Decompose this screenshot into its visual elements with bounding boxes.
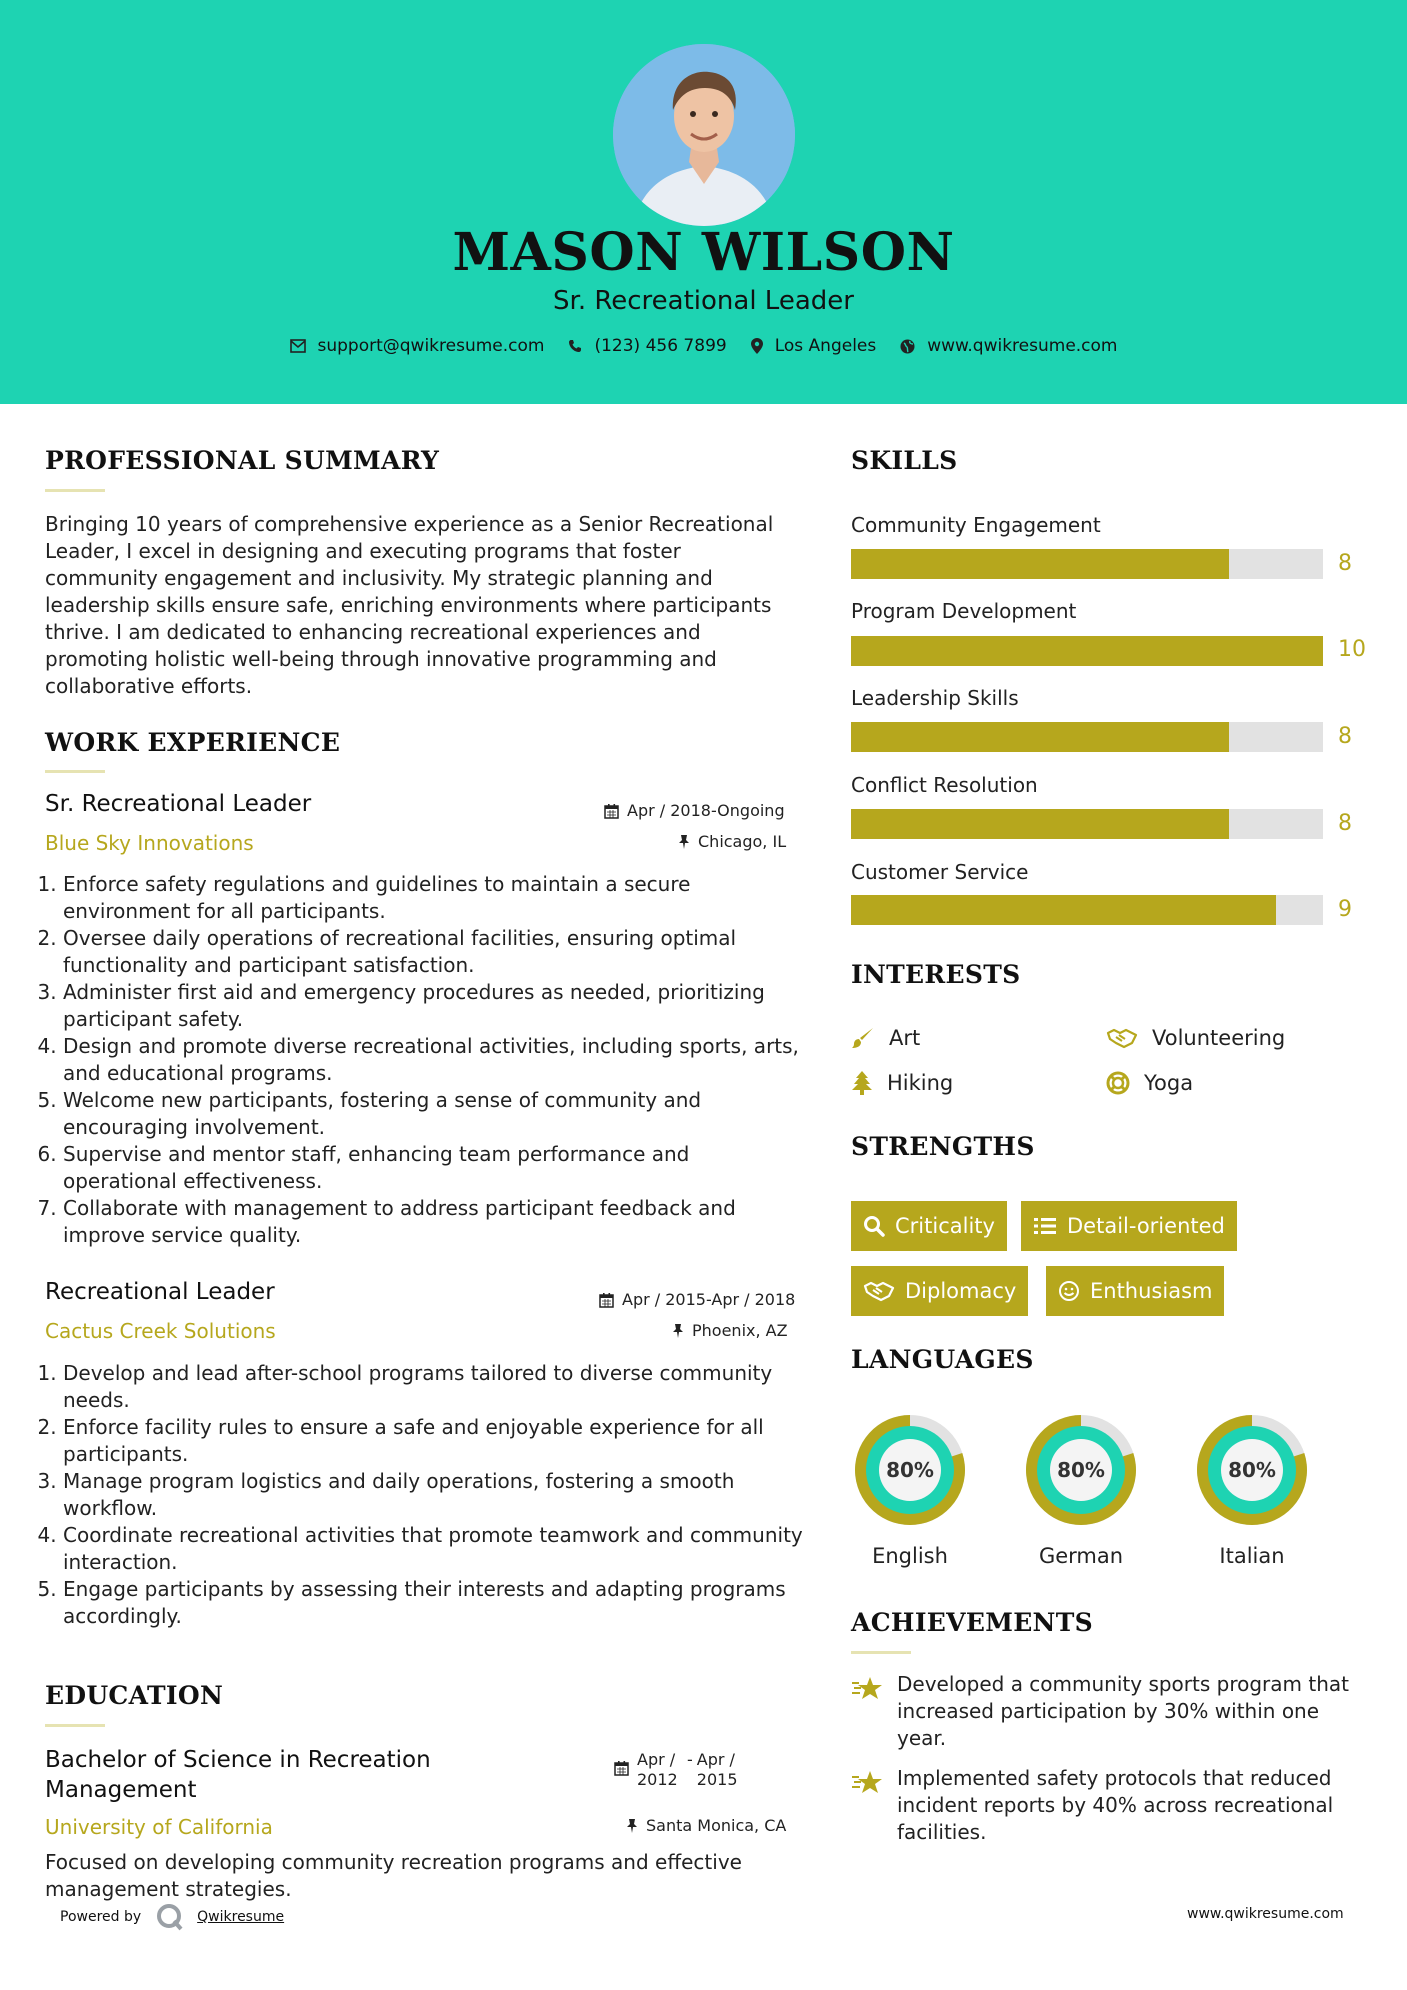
location-text: Los Angeles	[774, 336, 877, 356]
list-item: 3. Manage program logistics and daily operations, fostering a smooth workflow.	[63, 1468, 805, 1522]
job-title: Recreational Leader	[45, 1279, 275, 1305]
contact-bar	[0, 336, 1407, 356]
skill-label: Customer Service	[851, 860, 1029, 884]
interest-label: Volunteering	[1152, 1026, 1286, 1050]
languages-title: LANGUAGES	[851, 1345, 1034, 1374]
language-percent: 80%	[886, 1458, 934, 1482]
job-location-text: Chicago, IL	[698, 832, 787, 851]
achievements-title: ACHIEVEMENTS	[851, 1608, 1093, 1637]
interest-volunteering	[1106, 1026, 1285, 1050]
language-ring	[849, 1409, 971, 1531]
strength-label: Diplomacy	[905, 1279, 1017, 1303]
skill-label: Program Development	[851, 599, 1077, 623]
language-name: Italian	[1219, 1544, 1285, 1568]
search-icon	[863, 1215, 885, 1237]
education-location-text: Santa Monica, CA	[646, 1816, 787, 1835]
strength-badge	[851, 1266, 1028, 1316]
handshake-icon	[863, 1280, 895, 1302]
job-dates	[599, 1290, 795, 1309]
education-location	[626, 1816, 786, 1835]
skill-bar-track	[851, 549, 1323, 579]
qwikresume-logo-icon	[155, 1902, 185, 1932]
skill-value: 8	[1338, 551, 1352, 576]
contact-location	[751, 336, 877, 356]
powered-by	[60, 1902, 284, 1932]
person-portrait-icon	[613, 44, 795, 226]
list-icon	[1033, 1216, 1057, 1236]
job-company: Cactus Creek Solutions	[45, 1319, 276, 1343]
powered-by-text: Powered by	[60, 1909, 142, 1925]
contact-website[interactable]	[900, 336, 1117, 356]
skill-bar-fill	[851, 549, 1229, 579]
job-location-text: Phoenix, AZ	[692, 1321, 788, 1340]
pushpin-icon	[672, 1323, 684, 1339]
candidate-name: MASON WILSON	[452, 222, 955, 283]
summary-text: Bringing 10 years of comprehensive experience as a Senior Recreational Leader, I excel in designing and executing programs that foster community engagement and inclusivity. My strategic planning and leadership skills ensure safe, enriching environments where participants thrive. I am dedicated to enhancing recreational experiences and promoting holistic well-being through innovative programming and collaborative efforts.	[45, 512, 774, 698]
skill-bar-fill	[851, 895, 1276, 925]
language-ring	[1020, 1409, 1142, 1531]
job-duties-list	[45, 871, 805, 1249]
contact-phone[interactable]	[568, 336, 726, 356]
calendar-icon	[599, 1292, 614, 1308]
calendar-icon	[604, 803, 619, 819]
skill-bar-track	[851, 722, 1323, 752]
list-item: 5. Engage participants by assessing their interests and adapting programs accordingly.	[63, 1576, 805, 1630]
strength-badge	[1046, 1266, 1224, 1316]
envelope-icon	[290, 339, 306, 353]
resume-header	[0, 0, 1407, 404]
experience-title: WORK EXPERIENCE	[45, 728, 341, 757]
star-icon	[851, 1675, 883, 1701]
list-item: 1. Enforce safety regulations and guidelines to maintain a secure environment for all participants.	[63, 871, 805, 925]
strength-label: Criticality	[895, 1214, 995, 1238]
job-dates-text: Apr / 2018-Ongoing	[627, 801, 785, 820]
interest-label: Yoga	[1144, 1071, 1194, 1095]
language-name: English	[872, 1544, 948, 1568]
skill-label: Conflict Resolution	[851, 773, 1038, 797]
skill-bar-track	[851, 636, 1323, 666]
job-dates-text: Apr / 2015-Apr / 2018	[622, 1290, 796, 1309]
skill-bar-fill	[851, 636, 1323, 666]
brand-link[interactable]: Qwikresume	[197, 1909, 285, 1925]
language-ring	[1191, 1409, 1313, 1531]
education-date-end: Apr / 2015	[696, 1750, 738, 1789]
skill-value: 10	[1338, 637, 1366, 662]
candidate-role: Sr. Recreational Leader	[553, 286, 854, 316]
skill-bar-track	[851, 895, 1323, 925]
job-location	[678, 832, 786, 851]
job-title: Sr. Recreational Leader	[45, 791, 312, 817]
pushpin-icon	[678, 834, 690, 850]
interest-label: Art	[889, 1026, 921, 1050]
list-item: 2. Oversee daily operations of recreational facilities, ensuring optimal functionality and participant satisfaction.	[63, 925, 805, 979]
interest-art	[851, 1026, 920, 1050]
list-item: 3. Administer first aid and emergency procedures as needed, prioritizing participant safety.	[63, 979, 805, 1033]
strength-badge	[1021, 1201, 1237, 1251]
phone-text: (123) 456 7899	[594, 336, 727, 356]
skills-title: SKILLS	[851, 446, 958, 475]
strength-badge	[851, 1201, 1007, 1251]
list-item: 2. Enforce facility rules to ensure a safe and enjoyable experience for all participants.	[63, 1414, 805, 1468]
website-text: www.qwikresume.com	[927, 336, 1118, 356]
interest-hiking	[851, 1071, 953, 1095]
list-item: 4. Design and promote diverse recreational activities, including sports, arts, and educational programs.	[63, 1033, 805, 1087]
experience-underline	[45, 770, 105, 773]
calendar-icon	[614, 1760, 629, 1776]
strength-label: Enthusiasm	[1090, 1279, 1213, 1303]
skill-value: 8	[1338, 724, 1352, 749]
skill-label: Community Engagement	[851, 513, 1101, 537]
education-degree: Bachelor of Science in Recreation Management	[45, 1747, 431, 1803]
education-date-start: Apr / 2012	[637, 1750, 678, 1789]
job-company: Blue Sky Innovations	[45, 831, 254, 855]
map-pin-icon	[751, 338, 763, 354]
job-dates	[604, 801, 785, 820]
interest-label: Hiking	[887, 1071, 954, 1095]
education-title: EDUCATION	[45, 1681, 224, 1710]
globe-icon	[900, 339, 915, 354]
language-gauge	[1191, 1409, 1313, 1535]
smile-icon	[1058, 1280, 1080, 1302]
footer-site[interactable]: www.qwikresume.com	[1187, 1906, 1344, 1922]
achievement-item	[851, 1765, 1361, 1846]
education-date-sep: -	[687, 1750, 693, 1769]
skill-label: Leadership Skills	[851, 686, 1019, 710]
language-percent: 80%	[1228, 1458, 1276, 1482]
skill-bar-fill	[851, 809, 1229, 839]
list-item: 6. Supervise and mentor staff, enhancing team performance and operational effectiveness.	[63, 1141, 805, 1195]
education-underline	[45, 1724, 105, 1727]
achievement-item	[851, 1671, 1361, 1752]
language-name: German	[1038, 1544, 1124, 1568]
skill-bar-fill	[851, 722, 1229, 752]
education-description: Focused on developing community recreation programs and effective management strategies.	[45, 1850, 742, 1901]
language-gauge	[1020, 1409, 1142, 1535]
summary-title: PROFESSIONAL SUMMARY	[45, 446, 440, 475]
education-dates	[614, 1750, 743, 1790]
phone-icon	[568, 339, 582, 353]
achievement-text: Developed a community sports program that increased participation by 30% within one year.	[897, 1672, 1349, 1750]
email-text: support@qwikresume.com	[317, 336, 545, 356]
strengths-title: STRENGTHS	[851, 1132, 1035, 1161]
summary-underline	[45, 489, 105, 492]
education-school: University of California	[45, 1815, 273, 1839]
strength-label: Detail-oriented	[1067, 1214, 1225, 1238]
language-gauge	[849, 1409, 971, 1535]
skill-value: 8	[1338, 811, 1352, 836]
list-item: 4. Coordinate recreational activities that promote teamwork and community interaction.	[63, 1522, 805, 1576]
pushpin-icon	[626, 1818, 638, 1834]
contact-email[interactable]	[290, 336, 545, 356]
paintbrush-icon	[851, 1026, 875, 1050]
achievements-underline	[851, 1651, 911, 1654]
profile-photo	[613, 44, 795, 226]
job-duties-list	[45, 1360, 805, 1630]
interest-yoga	[1106, 1071, 1193, 1095]
skill-bar-track	[851, 809, 1323, 839]
list-item: 5. Welcome new participants, fostering a sense of community and encouraging involvement.	[63, 1087, 805, 1141]
tree-icon	[851, 1071, 873, 1095]
language-percent: 80%	[1057, 1458, 1105, 1482]
list-item: 1. Develop and lead after-school programs tailored to diverse community needs.	[63, 1360, 805, 1414]
achievement-text: Implemented safety protocols that reduced incident reports by 40% across recreational facilities.	[897, 1766, 1334, 1844]
skill-value: 9	[1338, 897, 1352, 922]
list-item: 7. Collaborate with management to address participant feedback and improve service quality.	[63, 1195, 805, 1249]
star-icon	[851, 1769, 883, 1795]
lifering-icon	[1106, 1071, 1130, 1095]
job-location	[672, 1321, 788, 1340]
handshake-icon	[1106, 1027, 1138, 1049]
interests-title: INTERESTS	[851, 960, 1021, 989]
